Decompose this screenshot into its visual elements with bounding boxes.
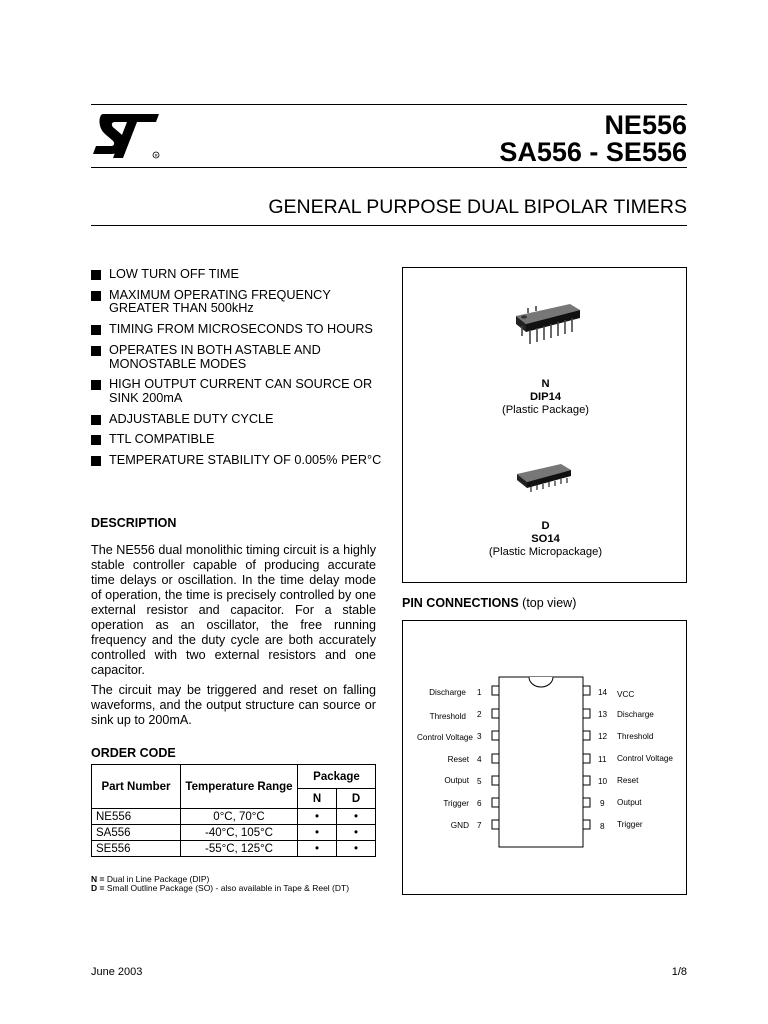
pin-3-number: 3 [477,732,482,741]
pin-6-number: 6 [477,799,482,808]
part-number-variants: SA556 - SE556 [499,137,687,167]
pin-2-number: 2 [477,710,482,719]
bullet-square-icon [91,435,101,445]
package-box [402,267,687,583]
so-code: D [541,520,550,532]
feature-item: TIMING FROM MICROSECONDS TO HOURS [91,323,391,337]
bullet-square-icon [91,325,101,335]
pin-11-number: 11 [598,755,607,764]
description-paragraph-1: The NE556 dual monolithic timing circuit is a highly stable controller capable of producing accurate time delays or oscillation. In the time delay mode of operation, the time is precisely controlled by one external resistor and capacitor. For a stable operation as an oscillator, the free running frequency and the duty cycle are both accurately controlled with two external resistors and one capacitor. [91,543,376,677]
package-notes: N = Dual in Line Package (DIP) D = Small Outline Package (SO) - also available in Tape & Reel (DT) [91,874,350,893]
pin-4-number: 4 [477,755,482,764]
dip-code: N [541,378,550,390]
pin-connections-heading: PIN CONNECTIONS (top view) [402,596,577,610]
description-heading: DESCRIPTION [91,516,177,530]
pin-8-label: Trigger [617,820,643,829]
pin-1-number: 1 [477,688,482,697]
feature-item: HIGH OUTPUT CURRENT CAN SOURCE OR SINK 200mA [91,378,391,405]
ic-outline [489,676,593,851]
pin-7-number: 7 [477,821,482,830]
pin-9-number: 9 [600,799,605,808]
feature-item: TEMPERATURE STABILITY OF 0.005% PER°C [91,454,391,468]
header-top-rule [91,104,687,105]
pin-14-number: 14 [598,688,608,697]
pin-6-label: Trigger [443,799,469,808]
bullet-square-icon [91,415,101,425]
pin-10-label: Reset [617,776,639,785]
pin-12-label: Threshold [617,732,654,741]
svg-text:R: R [154,152,158,158]
col-package-d: D [337,789,376,809]
order-code-table [91,764,376,857]
pin-4-label: Reset [447,755,469,764]
feature-item: ADJUSTABLE DUTY CYCLE [91,413,391,427]
footer-date: June 2003 [91,966,143,978]
header-bottom-rule [91,225,687,226]
pin-diagram-box [402,620,687,895]
pin-10-number: 10 [598,777,608,786]
bullet-square-icon [91,380,101,390]
so-desc: (Plastic Micropackage) [488,546,603,558]
col-package: Package [298,765,376,789]
bullet-square-icon [91,291,101,301]
pin-13-number: 13 [598,710,608,719]
pin-1-label: Discharge [429,688,466,697]
table-row: SE556 -55°C, 125°C • • [92,841,376,857]
order-code-heading: ORDER CODE [91,746,176,760]
pin-9-label: Output [617,798,642,807]
pin-7-label: GND [450,821,469,830]
pin-11-label: Control Voltage [617,754,673,763]
feature-item: TTL COMPATIBLE [91,433,391,447]
pin-2-label: Threshold [429,712,466,721]
feature-item: MAXIMUM OPERATING FREQUENCY GREATER THAN 500kHz [91,289,391,316]
description-paragraph-2: The circuit may be triggered and reset on falling waveforms, and the output structure can source or sink up to 200mA. [91,683,376,727]
feature-list [91,268,391,475]
feature-item: OPERATES IN BOTH ASTABLE AND MONOSTABLE MODES [91,344,391,371]
st-logo [93,114,163,162]
dip14-package-image [508,296,588,356]
dip-desc: (Plastic Package) [501,404,590,416]
pin-14-label: VCC [617,690,635,699]
col-part-number: Part Number [92,765,181,809]
pin-5-number: 5 [477,777,482,786]
so-name: SO14 [531,533,560,545]
pin-8-number: 8 [600,822,605,831]
header-mid-rule [91,167,687,168]
pin-12-number: 12 [598,732,608,741]
pin-13-label: Discharge [617,710,654,719]
pin-5-label: Output [444,776,469,785]
document-subtitle: GENERAL PURPOSE DUAL BIPOLAR TIMERS [268,196,687,218]
dip-name: DIP14 [529,391,562,403]
col-package-n: N [298,789,337,809]
col-temperature-range: Temperature Range [181,765,298,809]
table-row: SA556 -40°C, 105°C • • [92,825,376,841]
so14-package-image [511,458,581,498]
bullet-square-icon [91,456,101,466]
part-number-title: NE556 [604,110,687,140]
pin-3-label: Control Voltage [417,733,473,742]
feature-item: LOW TURN OFF TIME [91,268,391,282]
bullet-square-icon [91,346,101,356]
bullet-square-icon [91,270,101,280]
page-number: 1/8 [671,966,687,978]
table-row: NE556 0°C, 70°C • • [92,809,376,825]
